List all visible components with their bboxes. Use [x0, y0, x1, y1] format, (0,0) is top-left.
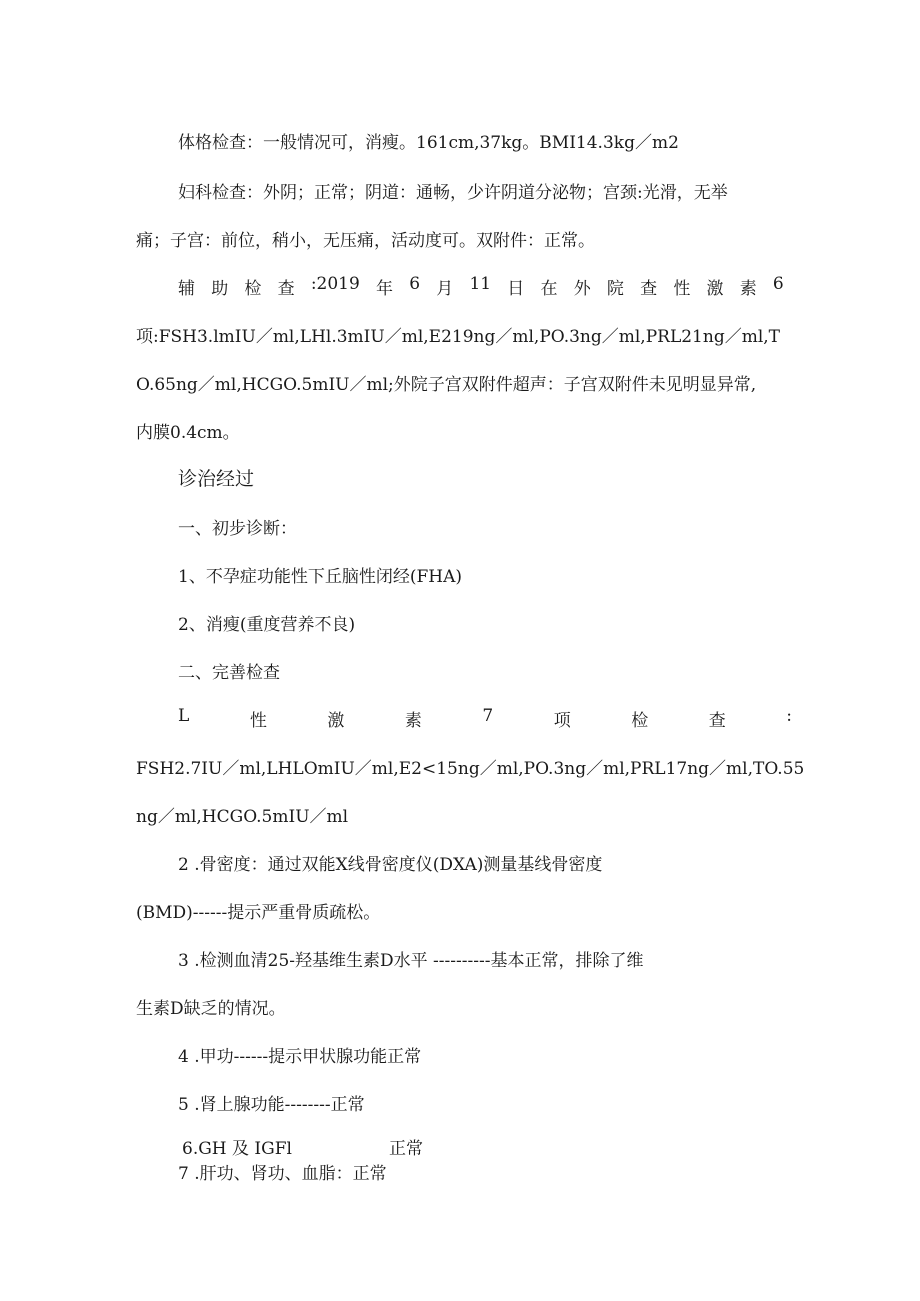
item-3-line-1: 3 .检测血清25-羟基维生素D水平 ----------基本正常，排除了维	[178, 951, 644, 971]
hormone-word: 素	[404, 711, 422, 731]
hormone-line-2: FSH2.7IU／ml,LHLOmIU／ml,E2<15ng／ml,PO.3ng／ml,PRL17ng／ml,TO.55	[136, 759, 805, 779]
aux-exam-word: 日	[507, 279, 525, 299]
hormone-word: 激	[327, 711, 345, 731]
section-title: 诊治经过	[178, 468, 255, 490]
initial-diagnosis-heading: 一、初步诊断：	[178, 519, 297, 539]
aux-exam-word: 检	[244, 279, 262, 299]
gyn-exam-line-1: 妇科检查：外阴；正常；阴道：通畅，少许阴道分泌物；宫颈:光滑，无举	[178, 183, 728, 203]
hormone-word: :	[786, 706, 792, 726]
item-6-label: 6.GH 及 IGFl	[182, 1139, 292, 1159]
hormone-word: 项	[553, 711, 571, 731]
hormone-word: 查	[708, 711, 726, 731]
aux-exam-word: 辅	[178, 279, 195, 299]
aux-exam-word: 查	[640, 279, 658, 299]
hormone-word: 7	[482, 706, 494, 726]
aux-exam-line-4: 内膜0.4cm。	[136, 423, 240, 443]
hormone-word: L	[178, 706, 190, 726]
aux-exam-word: 在	[540, 279, 558, 299]
item-5: 5 .肾上腺功能--------正常	[178, 1095, 365, 1115]
aux-exam-word: 年	[376, 279, 394, 299]
aux-exam-word: 6	[772, 274, 784, 294]
aux-exam-word: 院	[606, 279, 624, 299]
aux-exam-word: 外	[573, 279, 591, 299]
aux-exam-line-3: O.65ng／ml,HCGO.5mIU／ml;外院子宫双附件超声：子宫双附件未见明显异常,	[136, 375, 757, 395]
item-4: 4 .甲功------提示甲状腺功能正常	[178, 1047, 422, 1067]
aux-exam-word: 查	[277, 279, 295, 299]
aux-exam-word: 素	[739, 279, 757, 299]
hormone-word: 性	[249, 711, 267, 731]
hormone-line-1	[178, 706, 792, 731]
item-7: 7 .肝功、肾功、血脂：正常	[178, 1164, 387, 1184]
aux-exam-word: 月	[436, 279, 454, 299]
aux-exam-word: 助	[211, 279, 229, 299]
further-tests-heading: 二、完善检查	[178, 663, 280, 683]
gyn-exam-line-2: 痛；子宫：前位，稍小，无压痛，活动度可。双附件：正常。	[136, 231, 595, 251]
aux-exam-word: 激	[706, 279, 724, 299]
aux-exam-word: :2019	[310, 274, 360, 294]
hormone-word: 检	[631, 711, 649, 731]
aux-exam-word: 11	[469, 274, 492, 294]
diagnosis-item-2: 2、消瘦(重度营养不良)	[178, 615, 356, 635]
aux-exam-word: 6	[409, 274, 421, 294]
aux-exam-line-2: 项:FSH3.lmIU／ml,LHl.3mIU／ml,E219ng／ml,PO.3ng／ml,PRL21ng／ml,T	[136, 327, 780, 347]
physical-exam-line: 体格检查：一般情况可，消瘦。161cm,37kg。BMI14.3kg／m2	[178, 133, 679, 153]
aux-exam-line-1	[178, 274, 784, 299]
item-2-line-2: (BMD)------提示严重骨质疏松。	[136, 903, 381, 923]
diagnosis-item-1: 1、不孕症功能性下丘脑性闭经(FHA)	[178, 567, 462, 587]
hormone-line-3: ng／ml,HCGO.5mIU／ml	[136, 807, 349, 827]
item-6-value: 正常	[389, 1139, 423, 1159]
item-3-line-2: 生素D缺乏的情况。	[136, 999, 286, 1019]
aux-exam-word: 性	[673, 279, 691, 299]
item-2-line-1: 2 .骨密度：通过双能X线骨密度仪(DXA)测量基线骨密度	[178, 855, 603, 875]
